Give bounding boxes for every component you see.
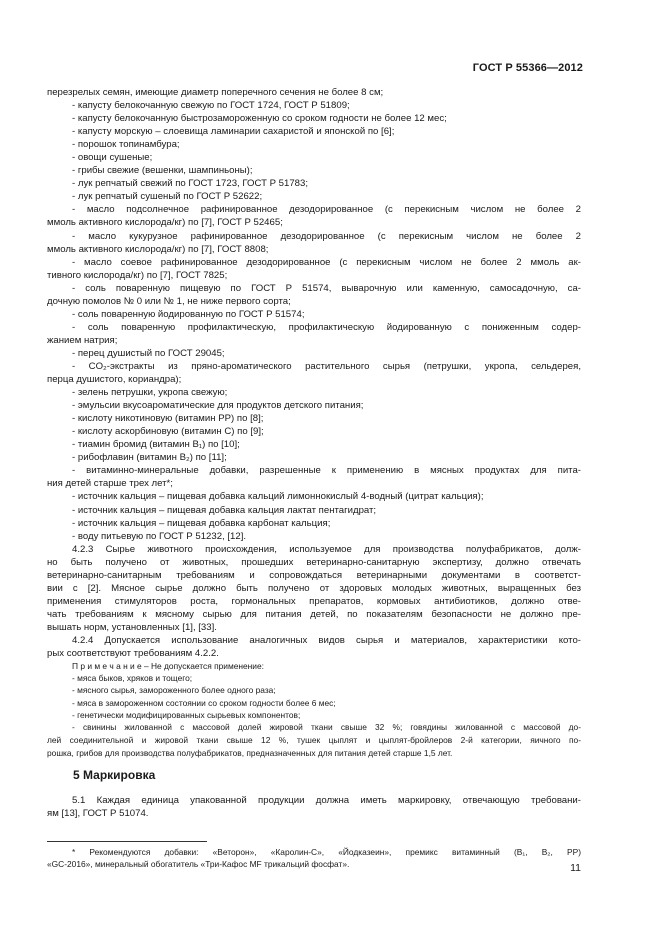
text-line: - источник кальция – пищевая добавка кальция лактат пентагидрат;: [72, 504, 377, 516]
text-line: дочную помолов № 0 или № 1, не ниже первого сорта;: [47, 295, 291, 307]
text-line: ммоль активного кислорода/кг) по [7], ГОСТ Р 52465;: [47, 217, 283, 229]
text-line: - соль поваренную профилактическую, профилактическую йодированную с пониженным содер-: [72, 321, 581, 333]
text-line: - витаминно-минеральные добавки, разрешенные к применению в мясных продуктах для пита-: [72, 465, 581, 477]
text-line: лей соединительной и жировой ткани свыше 12 %, тушек цыплят и цыплят-бройлеров 2-й категории, яичного по-: [47, 735, 581, 746]
text-line: - кислоту аскорбиновую (витамин С) по [9];: [72, 426, 264, 438]
text-line: - кислоту никотиновую (витамин РР) по [8];: [72, 413, 264, 425]
text-line: чать требованиям к мясному сырью для питания детей, по показателям безопасности не должно пре-: [47, 608, 581, 620]
text-line: - грибы свежие (вешенки, шампиньоны);: [72, 165, 253, 177]
text-line: вышать норм, установленных [1], [33].: [47, 621, 217, 633]
text-line: ветеринарно-санитарным требованиям и сопровождаться ветеринарными документами в соответст-: [47, 569, 581, 581]
text-line: - масло подсолнечное рафинированное дезодорированное (с перекисным числом не более 2: [72, 204, 581, 216]
paragraph-line: 5.1 Каждая единица упакованной продукции должна иметь маркировку, отвечающую требовани-: [72, 795, 581, 807]
footnote-line: «GC-2016», минеральный обогатитель «Три-Кафос MF трикальций фосфат».: [47, 859, 350, 870]
footnote-line: * Рекомендуются добавки: «Веторон», «Каролин-С», «Йодказеин», премикс витаминный (B₁, B₂, PP): [72, 846, 581, 857]
text-line: но быть получено от животных, прошедших ветеринарно-санитарную экспертизу, должно отвечать: [47, 556, 581, 568]
text-line: - соль поваренную пищевую по ГОСТ Р 51574, выварочную или каменную, самосадочную, са-: [72, 282, 581, 294]
text-line: ния детей старше трех лет*;: [47, 478, 173, 490]
text-line: - капусту морскую – слоевища ламинарии сахаристой и японской по [6];: [72, 126, 395, 138]
text-line: - мяса в замороженном состоянии со сроком годности более 6 мес;: [72, 697, 336, 708]
text-line: ммоль активного кислорода/кг) по [7], ГОСТ 8808;: [47, 243, 269, 255]
page-number: 11: [570, 862, 581, 874]
text-line: 4.2.3 Сырье животного происхождения, используемое для производства полуфабрикатов, долж-: [72, 543, 581, 555]
text-line: - масло соевое рафинированное дезодорированное (с перекисным числом не более 2 ммоль ак-: [72, 256, 581, 268]
text-line: - CO₂-экстракты из пряно-ароматического растительного сырья (петрушки, укропа, сельдерея,: [72, 360, 581, 372]
paragraph-line: ям [13], ГОСТ Р 51074.: [47, 808, 149, 820]
text-line: перца душистого, кориандра);: [47, 374, 182, 386]
text-line: - генетически модифицированных сырьевых компонентов;: [72, 709, 301, 720]
text-line: - капусту белокочанную быстрозамороженную со сроком годности не более 12 мес;: [72, 113, 447, 125]
text-line: - зелень петрушки, укропа свежую;: [72, 387, 228, 399]
text-line: - мяса быков, хряков и тощего;: [72, 673, 193, 684]
text-line: - капусту белокочанную свежую по ГОСТ 1724, ГОСТ Р 51809;: [72, 100, 350, 112]
text-line: - свинины жилованной с массовой долей жировой ткани свыше 32 %; говядины жилованной с массовой до-: [72, 722, 581, 733]
section-heading: 5 Маркировка: [73, 768, 156, 783]
text-line: 4.2.4 Допускается использование аналогичных видов сырья и материалов, характеристики кото-: [72, 634, 581, 646]
text-line: - источник кальция – пищевая добавка карбонат кальция;: [72, 517, 331, 529]
text-line: - лук репчатый свежий по ГОСТ 1723, ГОСТ Р 51783;: [72, 178, 309, 190]
text-line: - тиамин бромид (витамин B₁) по [10];: [72, 439, 240, 451]
text-line: перезрелых семян, имеющие диаметр поперечного сечения не более 8 см;: [47, 87, 384, 98]
text-line: - мясного сырья, замороженного более одного раза;: [72, 685, 276, 696]
text-line: - соль поваренную йодированную по ГОСТ Р 51574;: [72, 308, 305, 320]
text-line: - эмульсии вкусоароматические для продуктов детского питания;: [72, 400, 364, 412]
text-line: вии с [2]. Мясное сырье должно быть получено от здоровых молодых животных, выращенных без: [47, 582, 581, 594]
text-line: - рибофлавин (витамин B₂) по [11];: [72, 452, 227, 464]
document-header: ГОСТ Р 55366—2012: [472, 62, 583, 74]
text-line: рошка, грибов для производства полуфабрикатов, предназначенных для питания детей старше 1,5 лет.: [47, 748, 453, 759]
footnote-divider: [47, 841, 207, 842]
text-line: - масло кукурузное рафинированное дезодорированное (с перекисным числом не более 2: [72, 230, 581, 242]
text-line: - перец душистый по ГОСТ 29045;: [72, 347, 225, 359]
text-line: жанием натрия;: [47, 334, 118, 346]
text-line: тивного кислорода/кг) по [7], ГОСТ 7825;: [47, 269, 228, 281]
text-line: - источник кальция – пищевая добавка кальций лимоннокислый 4-водный (цитрат кальция);: [72, 491, 484, 503]
text-line: - овощи сушеные;: [72, 152, 153, 164]
text-line: рых соответствуют требованиям 4.2.2.: [47, 648, 219, 660]
document-body: [47, 86, 581, 871]
text-line: - лук репчатый сушеный по ГОСТ Р 52622;: [72, 191, 263, 203]
text-line: П р и м е ч а н и е – Не допускается применение:: [72, 661, 264, 672]
text-line: - порошок топинамбура;: [72, 139, 180, 151]
text-line: применения стимуляторов роста, гормональных препаратов, кормовых антибиотиков, должно отве-: [47, 595, 581, 607]
text-lines: [47, 86, 581, 759]
text-line: - воду питьевую по ГОСТ Р 51232, [12].: [72, 530, 247, 542]
